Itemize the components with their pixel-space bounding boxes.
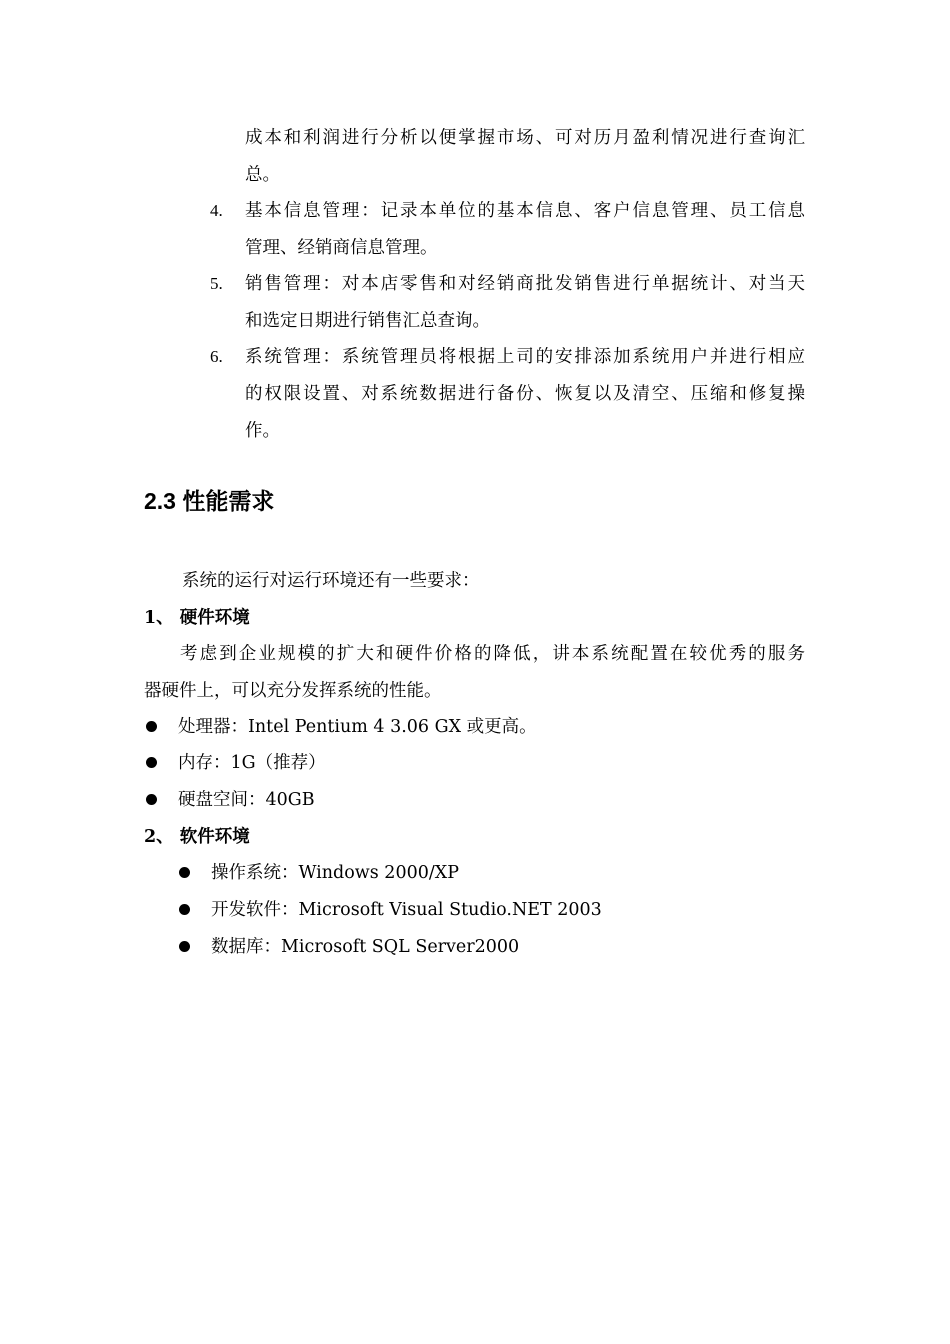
software-item-devtool: 开发软件：Microsoft Visual Studio.NET 2003 — [211, 900, 602, 920]
bullet-icon — [179, 941, 190, 952]
section-heading: 2.3 性能需求 — [144, 488, 275, 514]
continuation-line-2: 总。 — [245, 165, 280, 185]
bullet-icon — [146, 721, 157, 732]
section-intro: 系统的运行对运行环境还有一些要求： — [182, 571, 480, 591]
list-item-number-4: 4. — [210, 201, 223, 220]
software-item-os: 操作系统：Windows 2000/XP — [211, 863, 459, 883]
hardware-item-memory: 内存：1G（推荐） — [178, 753, 326, 773]
list-item-4-line-1: 基本信息管理：记录本单位的基本信息、客户信息管理、员工信息 — [245, 201, 805, 221]
hardware-item-disk: 硬盘空间：40GB — [178, 790, 315, 810]
software-item-database: 数据库：Microsoft SQL Server2000 — [211, 937, 520, 957]
list-item-6-line-1: 系统管理：系统管理员将根据上司的安排添加系统用户并进行相应 — [245, 347, 805, 367]
hardware-paragraph-line-2: 器硬件上，可以充分发挥系统的性能。 — [144, 681, 442, 701]
bullet-icon — [179, 904, 190, 915]
list-item-number-5: 5. — [210, 274, 223, 293]
continuation-line-1: 成本和利润进行分析以便掌握市场、可对历月盈利情况进行查询汇 — [245, 128, 805, 148]
list-item-5-line-2: 和选定日期进行销售汇总查询。 — [245, 311, 490, 331]
list-item-6-line-2: 的权限设置、对系统数据进行备份、恢复以及清空、压缩和修复操 — [245, 384, 805, 404]
list-item-6-line-3: 作。 — [245, 421, 280, 441]
hardware-paragraph-line-1: 考虑到企业规模的扩大和硬件价格的降低，讲本系统配置在较优秀的服务 — [180, 644, 805, 664]
bullet-icon — [146, 794, 157, 805]
hardware-heading: 1、 硬件环境 — [144, 608, 250, 628]
bullet-icon — [179, 867, 190, 878]
list-item-4-line-2: 管理、经销商信息管理。 — [245, 238, 438, 258]
software-heading: 2、 软件环境 — [144, 827, 250, 847]
list-item-number-6: 6. — [210, 347, 223, 366]
hardware-item-cpu: 处理器：Intel Pentium 4 3.06 GX 或更高。 — [178, 717, 537, 737]
list-item-5-line-1: 销售管理：对本店零售和对经销商批发销售进行单据统计、对当天 — [245, 274, 805, 294]
bullet-icon — [146, 757, 157, 768]
